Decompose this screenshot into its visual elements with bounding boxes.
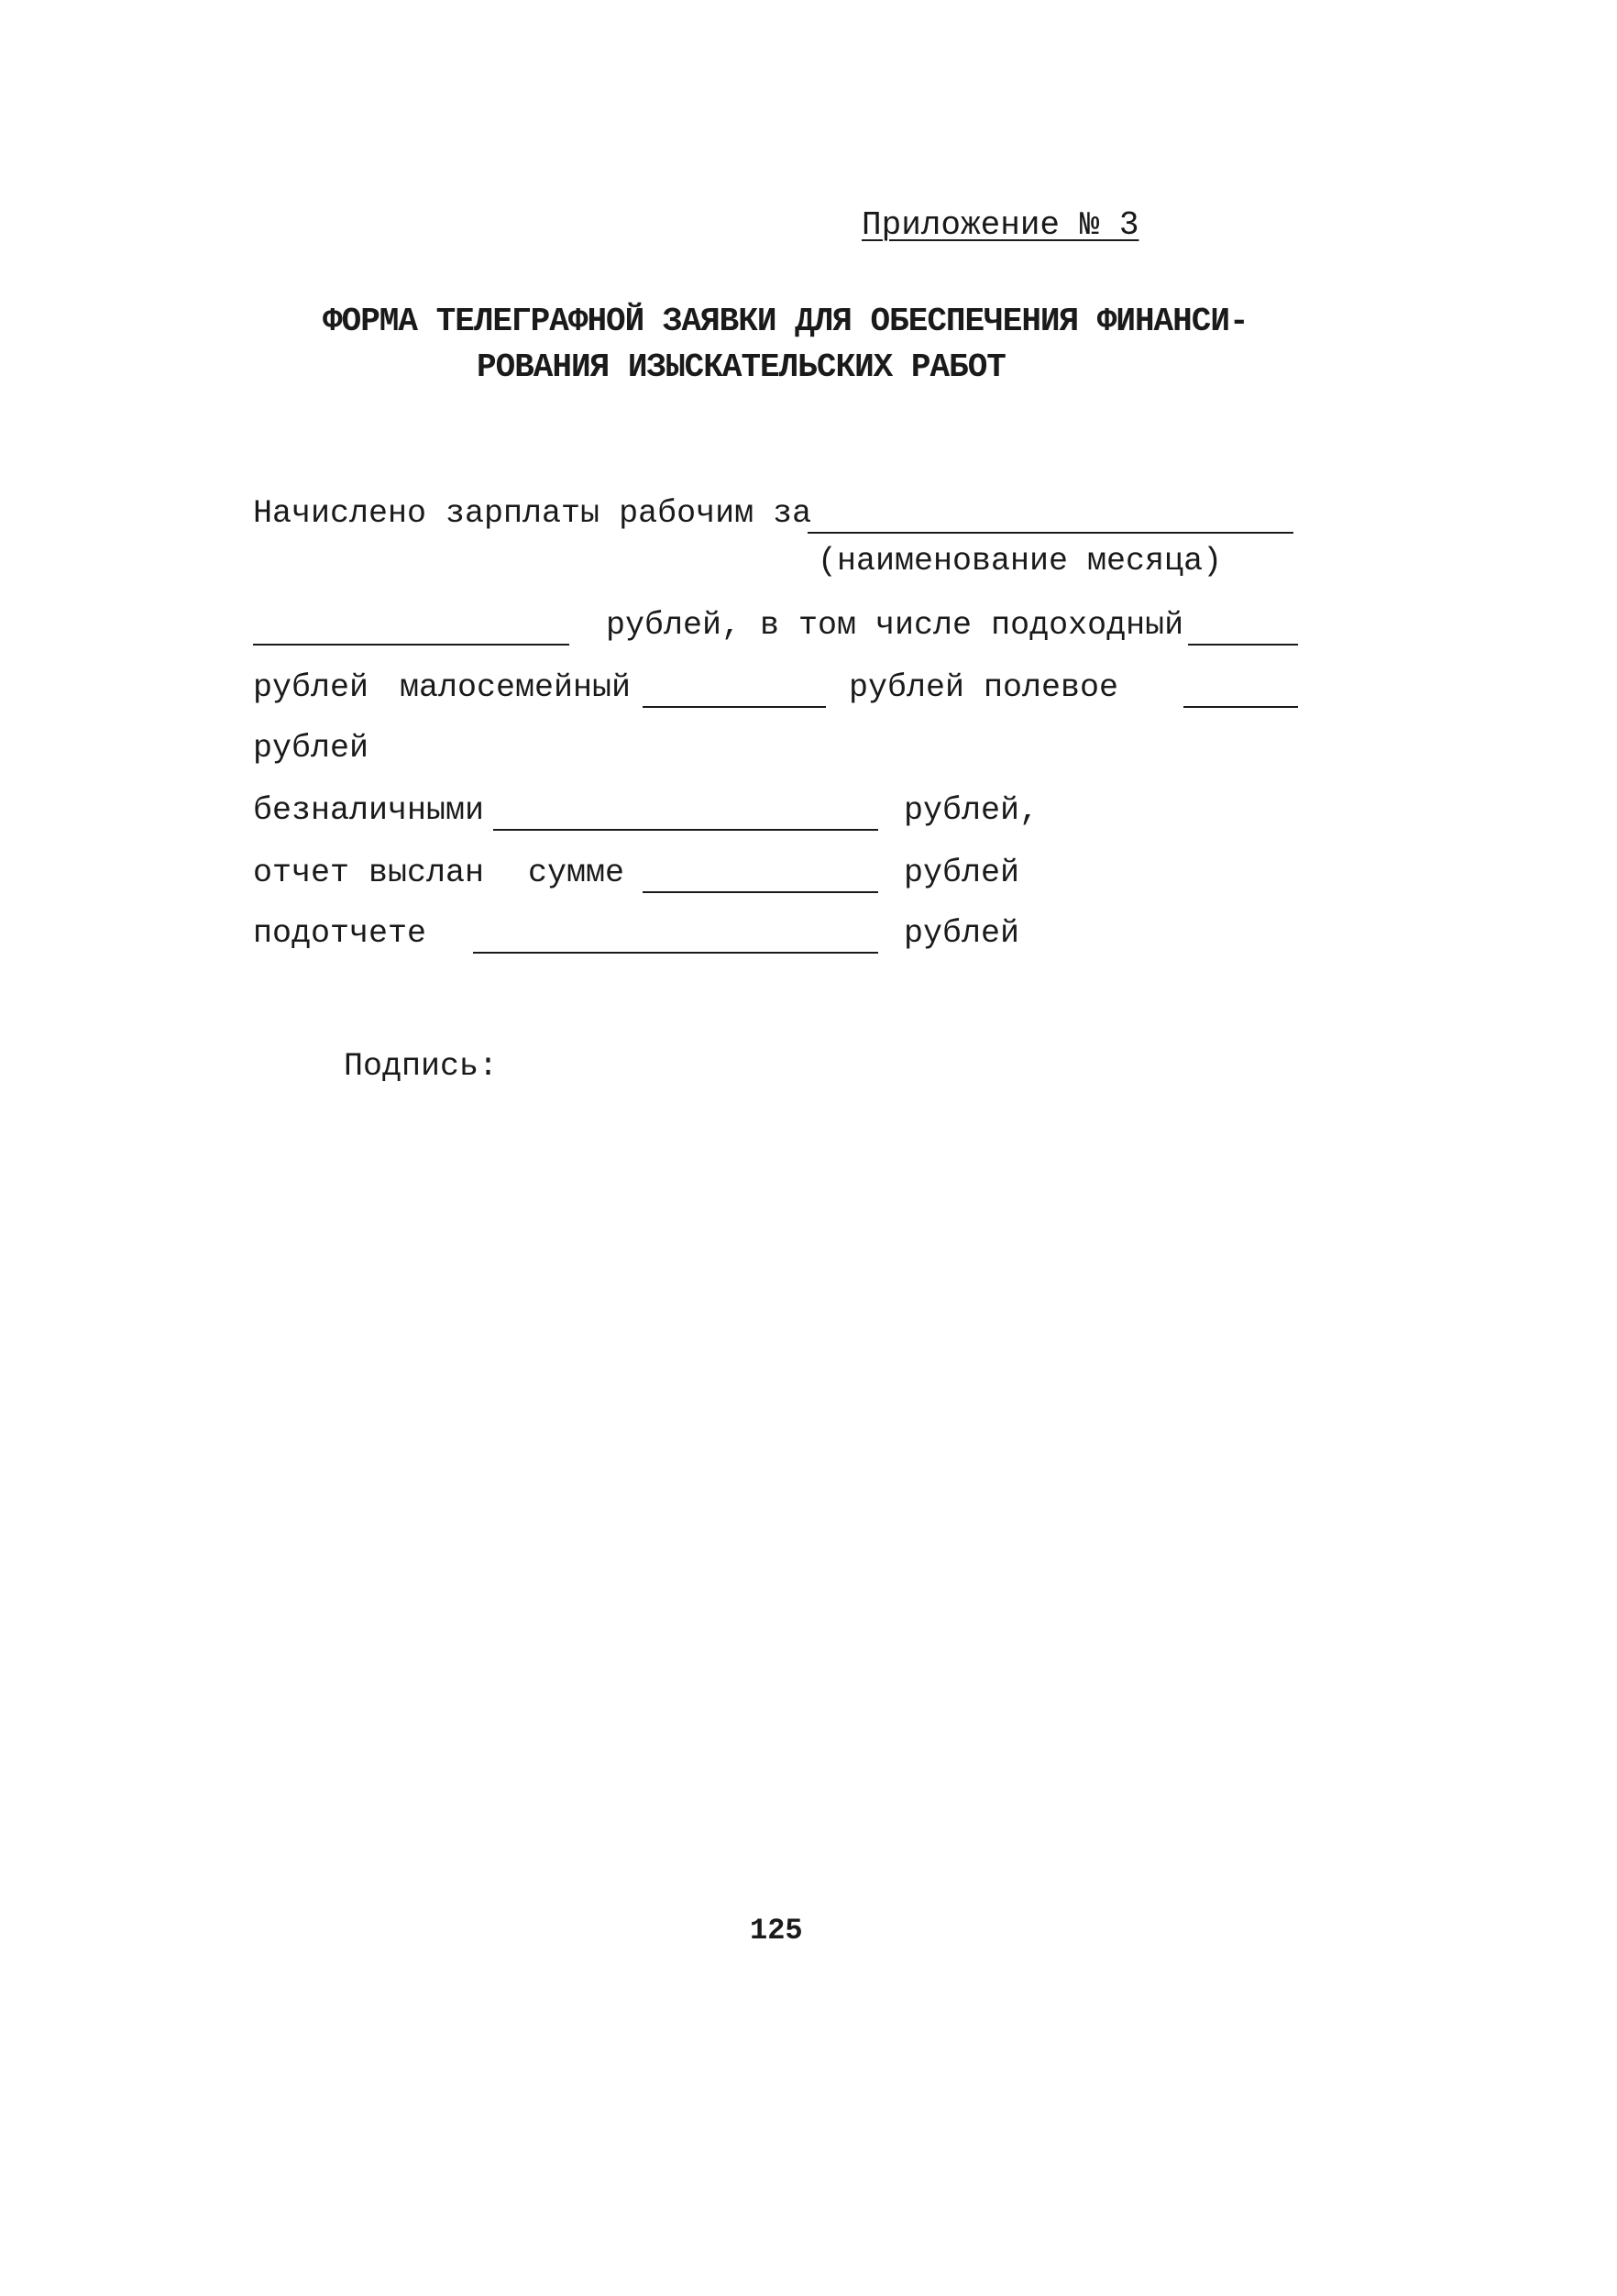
form-title-line-2: РОВАНИЯ ИЗЫСКАТЕЛЬСКИХ РАБОТ	[477, 348, 1006, 386]
form-row-accrued-wages	[253, 495, 1298, 541]
sum-label: сумме	[528, 855, 625, 891]
signature-label: Подпись:	[344, 1048, 499, 1085]
accrued-wages-label: Начислено зарплаты рабочим за	[253, 495, 812, 532]
rubles-label: рублей	[253, 669, 369, 706]
form-row-report-sent	[253, 855, 1298, 900]
report-sum-unit: рублей	[904, 855, 1020, 891]
form-row-accountable	[253, 915, 1298, 961]
page-number: 125	[750, 1914, 803, 1948]
appendix-heading: Приложение № 3	[862, 206, 1139, 244]
report-sent-label: отчет выслан	[253, 855, 485, 891]
form-row-rubles	[253, 730, 1298, 776]
month-caption: (наименование месяца)	[818, 543, 1223, 580]
form-row-total-rubles	[253, 607, 1298, 653]
total-amount-input-line[interactable]	[253, 644, 569, 646]
small-family-input-line[interactable]	[643, 706, 826, 708]
report-sum-input-line[interactable]	[643, 891, 878, 893]
form-row-small-family	[253, 669, 1298, 715]
accountable-label: подотчете	[253, 915, 427, 952]
accountable-input-line[interactable]	[473, 952, 878, 954]
cashless-label: безналичными	[253, 792, 485, 829]
rubles-label: рублей	[253, 730, 369, 767]
cashless-input-line[interactable]	[493, 829, 878, 831]
field-allowance-label: рублей полевое	[849, 669, 1119, 706]
income-tax-text: рублей, в том числе подоходный	[606, 607, 1184, 644]
accountable-unit: рублей	[904, 915, 1020, 952]
small-family-label: малосемейный	[400, 669, 632, 706]
income-tax-input-line[interactable]	[1188, 644, 1298, 646]
form-title-line-1: ФОРМА ТЕЛЕГРАФНОЙ ЗАЯВКИ ДЛЯ ОБЕСПЕЧЕНИЯ ФИНАНСИ-	[323, 303, 1248, 340]
form-row-cashless	[253, 792, 1298, 838]
month-input-line[interactable]	[808, 532, 1293, 534]
cashless-unit: рублей,	[904, 792, 1040, 829]
field-allowance-input-line[interactable]	[1183, 706, 1298, 708]
